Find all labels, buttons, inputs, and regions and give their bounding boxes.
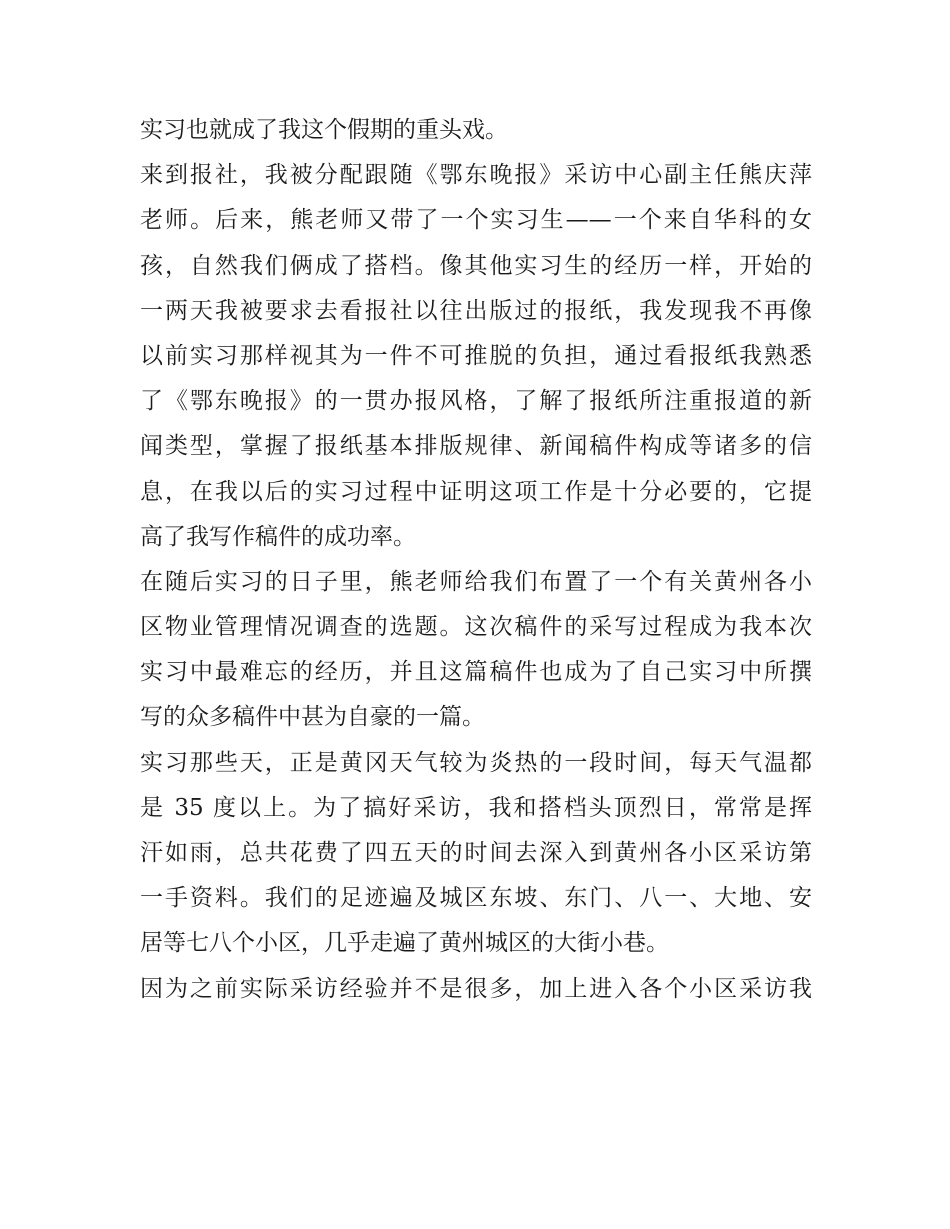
- text-line: 是 35 度以上。为了搞好采访，我和搭档头顶烈日，常常是挥: [140, 794, 812, 821]
- paragraph-1: [140, 108, 812, 153]
- text-line: 孩，自然我们俩成了搭档。像其他实习生的经历一样，开始的: [140, 252, 812, 279]
- text-line: 了《鄂东晚报》的一贯办报风格，了解了报纸所注重报道的新: [140, 388, 812, 415]
- text-line: 因为之前实际采访经验并不是很多，加上进入各个小区采访我: [140, 975, 812, 1002]
- text-line: 高了我写作稿件的成功率。: [140, 523, 416, 550]
- text-line: 一手资料。我们的足迹遍及城区东坡、东门、八一、大地、安: [140, 885, 812, 912]
- text-line: 闻类型，掌握了报纸基本排版规律、新闻稿件构成等诸多的信: [140, 433, 812, 460]
- paragraph-4: [140, 741, 812, 967]
- text-line: 老师。后来，熊老师又带了一个实习生——一个来自华科的女: [140, 207, 812, 234]
- paragraph-5: [140, 967, 812, 1012]
- text-line: 实习那些天，正是黄冈天气较为炎热的一段时间，每天气温都: [140, 749, 812, 776]
- text-line: 息，在我以后的实习过程中证明这项工作是十分必要的，它提: [140, 478, 812, 505]
- document-body: [140, 108, 812, 1012]
- paragraph-3: [140, 560, 812, 741]
- text-line: 在随后实习的日子里，熊老师给我们布置了一个有关黄州各小: [140, 568, 812, 595]
- text-line: 区物业管理情况调查的选题。这次稿件的采写过程成为我本次: [140, 614, 812, 641]
- text-line: 实习中最难忘的经历，并且这篇稿件也成为了自己实习中所撰: [140, 659, 812, 686]
- text-line: 一两天我被要求去看报社以往出版过的报纸，我发现我不再像: [140, 297, 812, 324]
- text-line: 以前实习那样视其为一件不可推脱的负担，通过看报纸我熟悉: [140, 342, 812, 369]
- paragraph-2: [140, 153, 812, 560]
- text-line: 汗如雨，总共花费了四五天的时间去深入到黄州各小区采访第: [140, 840, 812, 866]
- text-line: 写的众多稿件中甚为自豪的一篇。: [140, 704, 485, 731]
- text-line: 实习也就成了我这个假期的重头戏。: [140, 117, 508, 143]
- text-line: 来到报社，我被分配跟随《鄂东晚报》采访中心副主任熊庆萍: [140, 162, 812, 189]
- text-line: 居等七八个小区，几乎走遍了黄州城区的大街小巷。: [140, 930, 669, 957]
